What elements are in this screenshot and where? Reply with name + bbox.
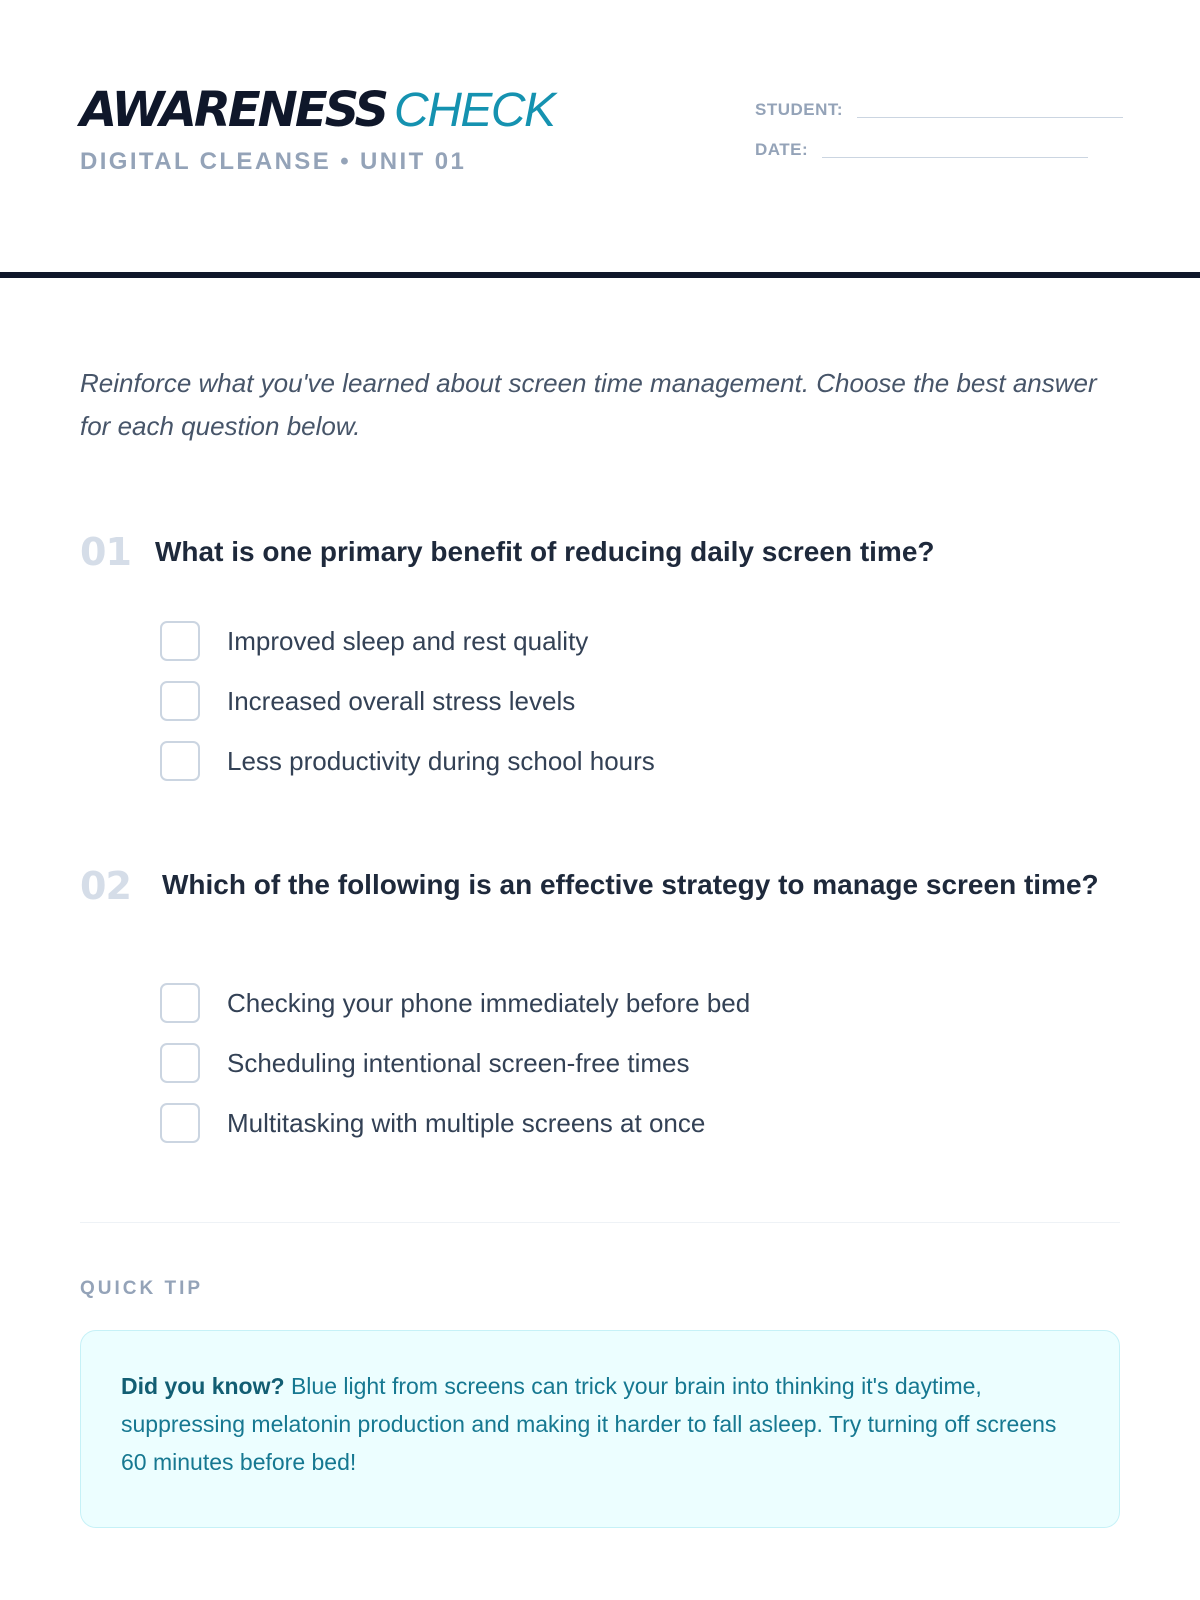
answer-label: Scheduling intentional screen-free times [227,1047,690,1078]
answer-checkbox[interactable] [160,681,200,721]
answer-option[interactable] [160,983,750,1023]
answer-option[interactable] [160,621,588,661]
answer-option[interactable] [160,681,575,721]
question-number: 02 [80,864,131,908]
question-text: What is one primary benefit of reducing daily screen time? [155,536,935,567]
date-label: DATE: [755,140,809,159]
answer-checkbox[interactable] [160,1043,200,1083]
section-divider [80,1222,1120,1223]
page-title [80,80,555,141]
quick-tip-heading: QUICK TIP [80,1278,204,1299]
answer-label: Multitasking with multiple screens at once [227,1107,706,1138]
unit-subtitle: DIGITAL CLEANSE • UNIT 01 [80,148,467,175]
header-rule [0,272,1200,278]
student-blank-line[interactable] [857,117,1123,118]
title-bold: AWARENESS [80,82,387,138]
answer-option[interactable] [160,741,655,781]
quick-tip-body: Blue light from screens can trick your brain into thinking it's daytime, suppressing melatonin production and making it harder to fall asleep. Try turning off screens 60 minutes before bed! [121,1373,1057,1475]
answer-checkbox[interactable] [160,1103,200,1143]
answer-label: Increased overall stress levels [227,685,576,716]
quick-tip-text [121,1367,1079,1481]
answer-label: Checking your phone immediately before bed [227,987,751,1018]
date-blank-line[interactable] [822,157,1088,158]
student-label: STUDENT: [755,100,844,119]
answer-label: Improved sleep and rest quality [227,625,589,656]
answer-checkbox[interactable] [160,741,200,781]
answer-option[interactable] [160,1043,689,1083]
student-field[interactable] [755,100,1123,120]
quick-tip-lead: Did you know? [121,1373,285,1399]
date-field[interactable] [755,140,1088,160]
question-text: Which of the following is an effective strategy to manage screen time? [162,869,1099,900]
instructions-text: Reinforce what you've learned about screen time management. Choose the best answer for each question below. [80,368,1097,441]
title-light: CHECK [394,84,555,137]
quick-tip-box [80,1330,1120,1528]
question-number: 01 [80,530,131,574]
answer-checkbox[interactable] [160,621,200,661]
worksheet-header [0,0,1200,276]
answer-option[interactable] [160,1103,705,1143]
answer-checkbox[interactable] [160,983,200,1023]
answer-label: Less productivity during school hours [227,745,655,776]
